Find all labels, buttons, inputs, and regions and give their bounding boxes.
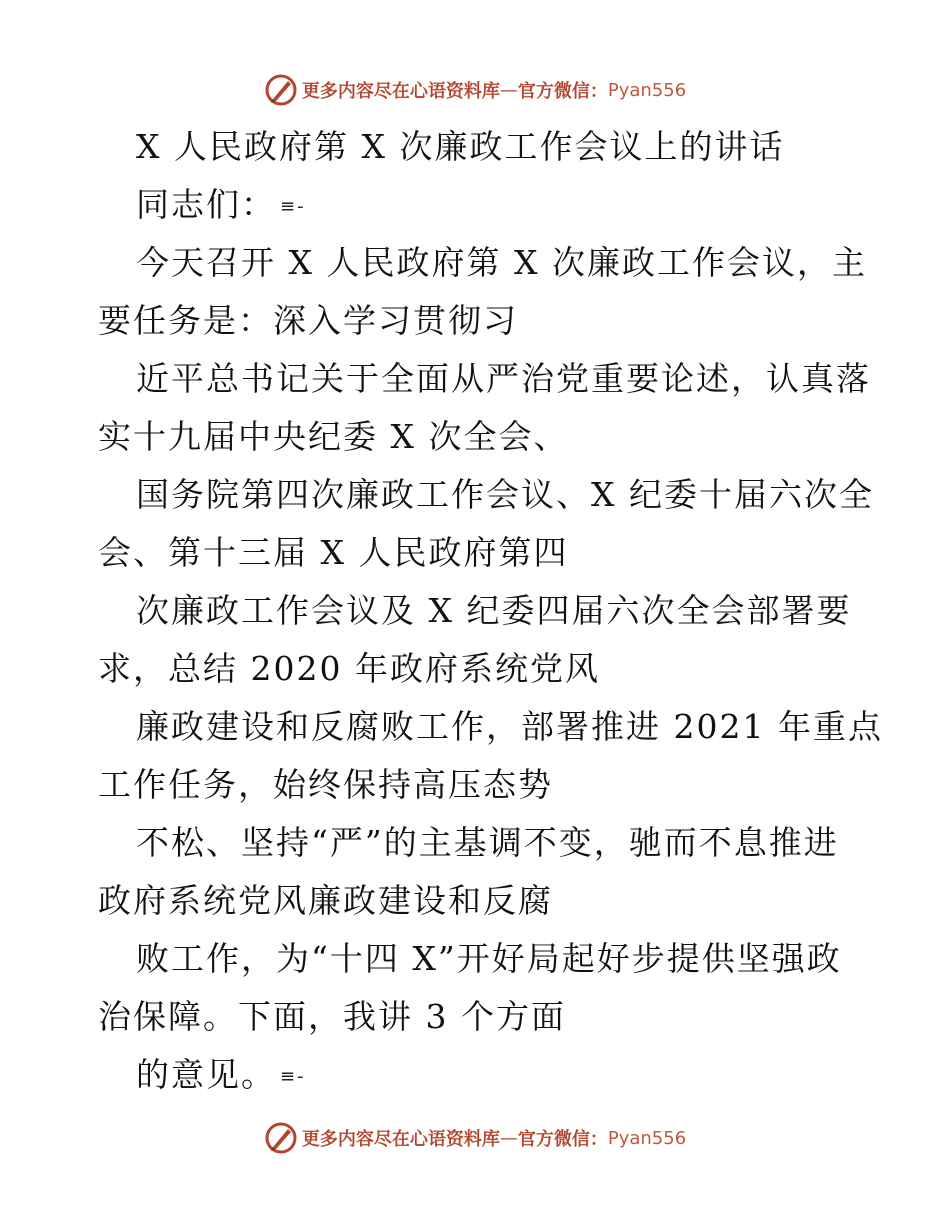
banner-slogan: 更多内容尽在心语资料库 bbox=[301, 1129, 500, 1150]
document-title: X 人民政府第 X 次廉政工作会议上的讲话 bbox=[136, 127, 785, 166]
body-line: 国务院第四次廉政工作会议、X 纪委十届六次全 bbox=[136, 475, 874, 514]
banner-wechat-handle: Pyan556 bbox=[607, 1127, 687, 1149]
body-line: 近平总书记关于全面从严治党重要论述，认真落 bbox=[136, 359, 871, 398]
closing-text: 的意见。 bbox=[136, 1055, 276, 1094]
body-line: 会、第十三届 X 人民政府第四 bbox=[98, 533, 569, 572]
body-line: 不松、坚持“严”的主基调不变，驰而不息推进 bbox=[136, 823, 839, 862]
body-line: 治保障。下面，我讲 3 个方面 bbox=[98, 997, 566, 1036]
body-line: 次廉政工作会议及 X 纪委四届六次全会部署要 bbox=[136, 591, 852, 630]
paragraph-mark: ≡- bbox=[280, 196, 306, 217]
feather-pen-icon bbox=[264, 73, 298, 107]
body-line: 政府系统党风廉政建设和反腐 bbox=[98, 881, 553, 920]
header-banner bbox=[0, 70, 950, 110]
paragraph-mark: ≡- bbox=[280, 1066, 306, 1087]
body-line: 求，总结 2020 年政府系统党风 bbox=[98, 649, 600, 688]
banner-separator: — bbox=[499, 1127, 518, 1149]
banner-wechat-label: 官方微信： bbox=[517, 1129, 608, 1150]
body-line: 廉政建设和反腐败工作，部署推进 2021 年重点 bbox=[136, 707, 883, 746]
banner-separator: — bbox=[499, 79, 518, 101]
banner-slogan: 更多内容尽在心语资料库 bbox=[301, 81, 500, 102]
body-line: 败工作，为“十四 X”开好局起好步提供坚强政 bbox=[136, 939, 842, 978]
greeting: 同志们： bbox=[136, 185, 276, 224]
feather-pen-icon bbox=[264, 1121, 298, 1155]
banner-wechat-handle: Pyan556 bbox=[607, 79, 687, 101]
banner-wechat-label: 官方微信： bbox=[517, 81, 608, 102]
body-line: 今天召开 X 人民政府第 X 次廉政工作会议，主 bbox=[136, 243, 867, 282]
closing-line bbox=[136, 1055, 896, 1095]
body-line: 工作任务，始终保持高压态势 bbox=[98, 765, 553, 804]
footer-banner bbox=[0, 1118, 950, 1158]
body-line: 实十九届中央纪委 X 次全会、 bbox=[98, 417, 569, 456]
greeting-line bbox=[136, 185, 896, 225]
body-line: 要任务是：深入学习贯彻习 bbox=[98, 301, 518, 340]
